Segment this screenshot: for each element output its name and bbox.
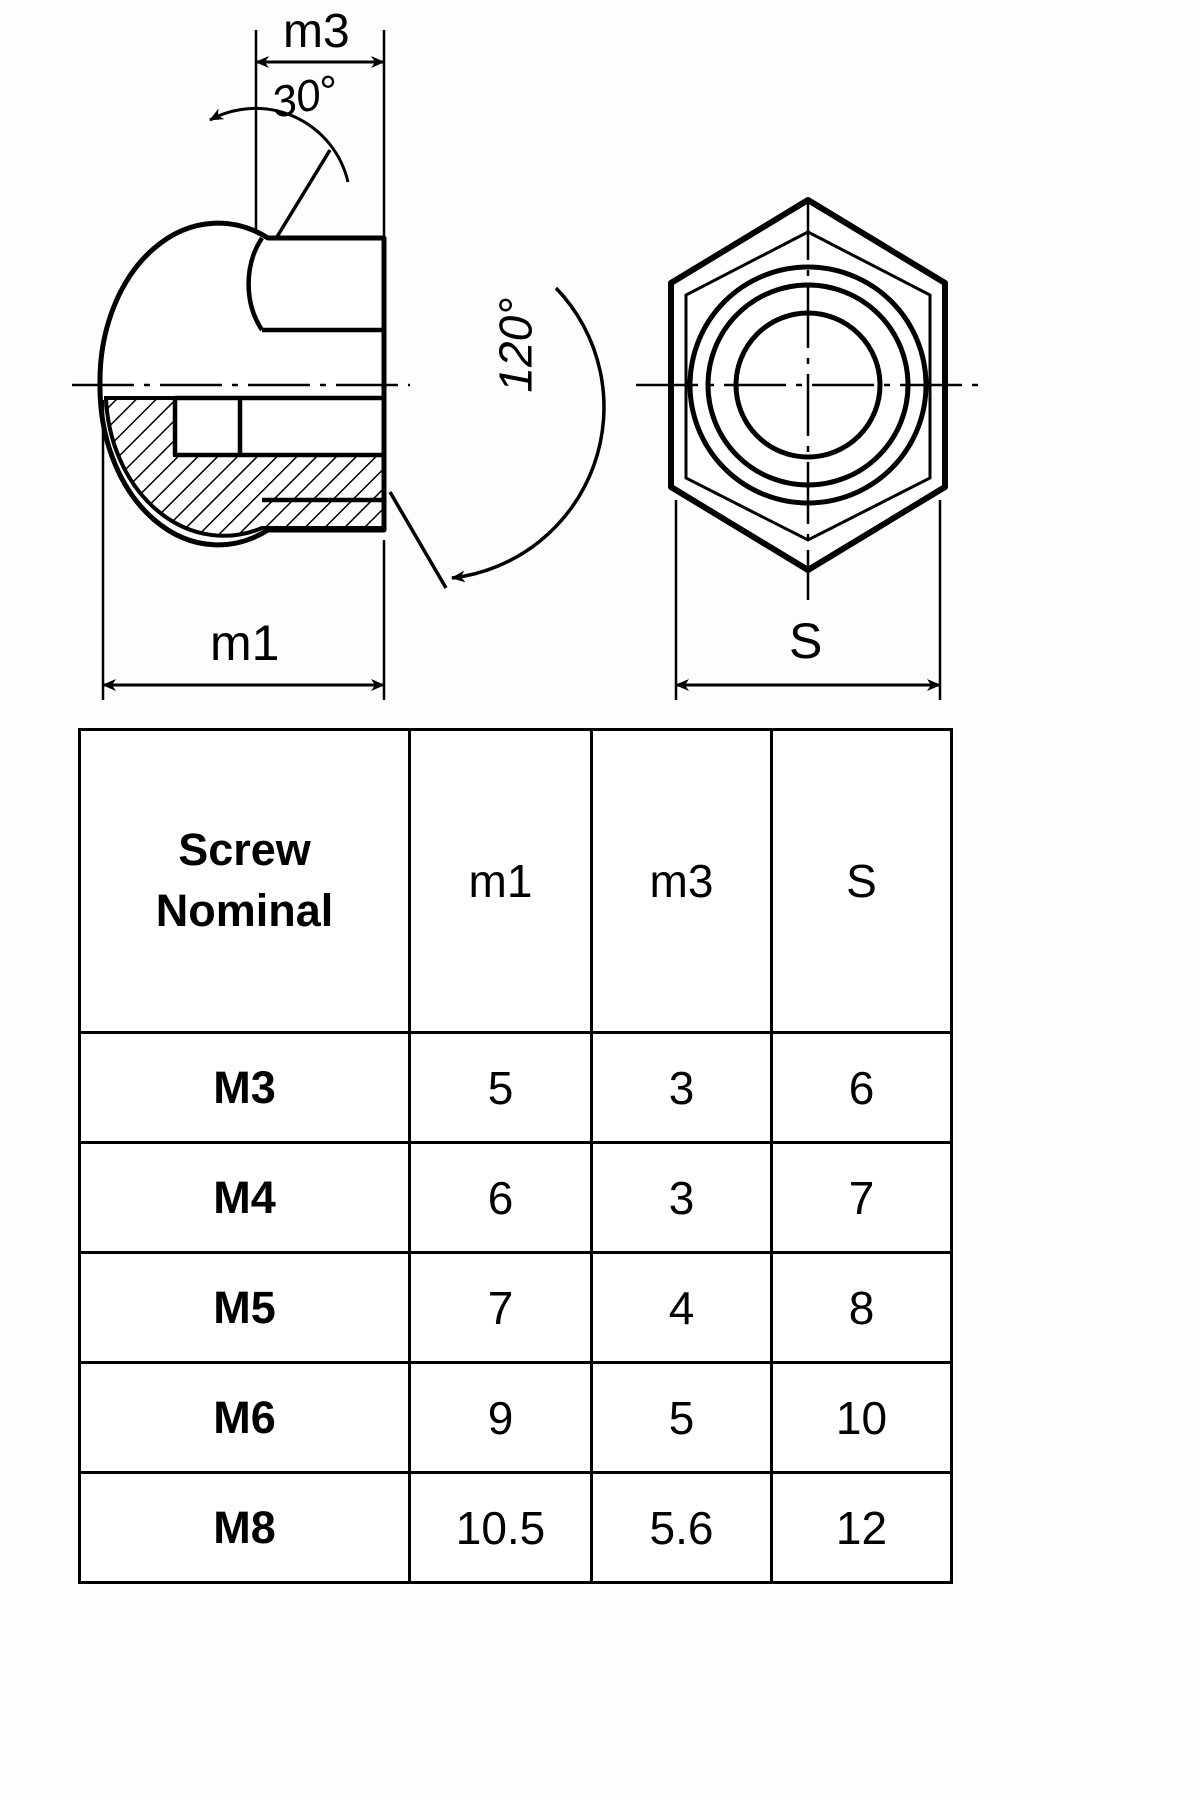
cell-m1: 7 (410, 1253, 592, 1363)
cell-m3: 3 (592, 1143, 772, 1253)
cell-m3: 5.6 (592, 1473, 772, 1583)
header-screw-nominal (80, 730, 410, 1033)
table-row (80, 1363, 952, 1473)
table-row (80, 1473, 952, 1583)
cell-nominal: M5 (80, 1253, 410, 1363)
dimension-table (78, 728, 953, 1584)
table-header-row (80, 730, 952, 1033)
cell-m1: 9 (410, 1363, 592, 1473)
label-m3-top: m3 (283, 5, 350, 58)
cell-m3: 3 (592, 1033, 772, 1143)
dimension-table-container (78, 728, 950, 1584)
cell-nominal: M3 (80, 1033, 410, 1143)
header-m3: m3 (592, 730, 772, 1033)
cell-s: 12 (772, 1473, 952, 1583)
cell-m1: 10.5 (410, 1473, 592, 1583)
label-angle-30: 30° (267, 66, 343, 128)
cell-m3: 4 (592, 1253, 772, 1363)
label-m1-bottom: m1 (210, 615, 280, 671)
cell-m1: 5 (410, 1033, 592, 1143)
header-screw-line2: Nominal (155, 885, 334, 936)
cell-nominal: M6 (80, 1363, 410, 1473)
label-angle-120: 120° (489, 297, 542, 393)
cell-s: 7 (772, 1143, 952, 1253)
table-row (80, 1143, 952, 1253)
cell-nominal: M8 (80, 1473, 410, 1583)
cell-s: 8 (772, 1253, 952, 1363)
table-row (80, 1033, 952, 1143)
cell-m1: 6 (410, 1143, 592, 1253)
cap-nut-drawing (0, 0, 1060, 730)
cell-s: 10 (772, 1363, 952, 1473)
header-m1: m1 (410, 730, 592, 1033)
header-s: S (772, 730, 952, 1033)
cell-nominal: M4 (80, 1143, 410, 1253)
table-row (80, 1253, 952, 1363)
label-s-bottom: S (789, 613, 823, 669)
cell-s: 6 (772, 1033, 952, 1143)
cell-m3: 5 (592, 1363, 772, 1473)
header-screw-line1: Screw (178, 824, 311, 876)
